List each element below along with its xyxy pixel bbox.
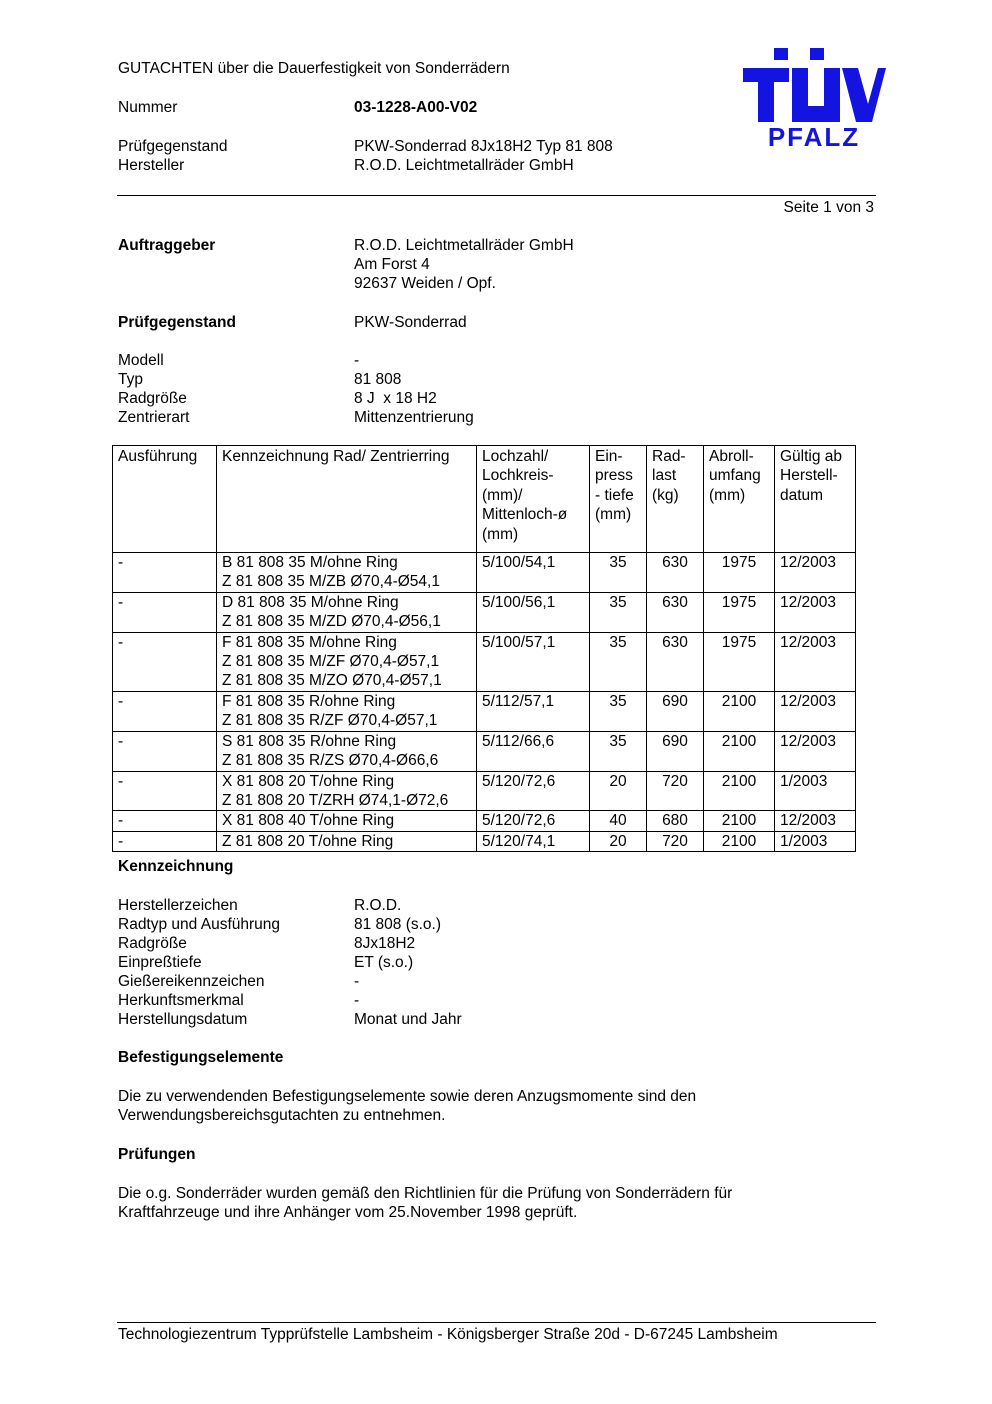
cell-gueltig-ab: 1/2003: [775, 771, 856, 811]
letter-t-stem: [758, 68, 774, 122]
document-title: GUTACHTEN über die Dauerfestigkeit von Sonderrädern: [118, 60, 510, 77]
wheel-spec-table: [112, 445, 856, 852]
kennzeichnung-line: B 81 808 35 M/ohne Ring: [222, 554, 398, 572]
cell-einpresstiefe: 35: [590, 632, 647, 691]
cell-lochzahl: 5/100/54,1: [477, 553, 590, 593]
herkunftsmerkmal-label: Herkunftsmerkmal: [118, 992, 244, 1009]
kennzeichnung-line: F 81 808 35 R/ohne Ring: [222, 692, 396, 710]
cell-gueltig-ab: 1/2003: [775, 831, 856, 851]
radgroesse-kennz-value: 8Jx18H2: [354, 935, 416, 952]
header-einpresstiefe: Ein- press - tiefe (mm): [590, 446, 647, 553]
cell-kennzeichnung: [217, 632, 477, 691]
pruefungen-heading: Prüfungen: [118, 1146, 196, 1163]
cell-radlast: 630: [647, 592, 704, 632]
cell-ausfuehrung: -: [113, 731, 217, 771]
pruefgegenstand-value: PKW-Sonderrad: [354, 314, 467, 331]
table-body: [113, 553, 856, 852]
herstellerzeichen-value: R.O.D.: [354, 897, 402, 914]
cell-abrollumfang: 2100: [704, 691, 775, 731]
nummer-value: 03-1228-A00-V02: [354, 99, 478, 116]
radgroesse-kennz-label: Radgröße: [118, 935, 187, 952]
cell-kennzeichnung: [217, 553, 477, 593]
cell-einpresstiefe: 35: [590, 553, 647, 593]
cell-einpresstiefe: 35: [590, 592, 647, 632]
cell-abrollumfang: 1975: [704, 632, 775, 691]
table-row: [113, 592, 856, 632]
cell-radlast: 630: [647, 553, 704, 593]
kennzeichnung-line: Z 81 808 35 M/ZF Ø70,4-Ø57,1: [222, 653, 440, 671]
logo-pfalz-text: PFALZ: [767, 122, 861, 152]
pruefgegenstand-label: Prüfgegenstand: [118, 314, 236, 331]
cell-abrollumfang: 1975: [704, 553, 775, 593]
radgroesse-value: 8 J x 18 H2: [354, 390, 437, 407]
tuv-letters: [743, 48, 886, 122]
cell-einpresstiefe: 20: [590, 831, 647, 851]
kennzeichnung-line: Z 81 808 35 M/ZO Ø70,4-Ø57,1: [222, 672, 442, 690]
letter-v: [842, 68, 886, 122]
cell-abrollumfang: 2100: [704, 811, 775, 831]
befestigung-heading: Befestigungselemente: [118, 1049, 284, 1066]
cell-lochzahl: 5/112/57,1: [477, 691, 590, 731]
cell-radlast: 690: [647, 691, 704, 731]
typ-value: 81 808: [354, 371, 402, 388]
pruefgegenstand-header-label: Prüfgegenstand: [118, 138, 228, 155]
herkunftsmerkmal-value: -: [354, 992, 360, 1009]
cell-lochzahl: 5/120/72,6: [477, 811, 590, 831]
befestigung-text-line-2: Verwendungsbereichsgutachten zu entnehmen.: [118, 1107, 446, 1124]
radgroesse-label: Radgröße: [118, 390, 187, 407]
cell-radlast: 680: [647, 811, 704, 831]
pruefungen-text-line-2: Kraftfahrzeuge und ihre Anhänger vom 25.November 1998 geprüft.: [118, 1204, 578, 1221]
cell-kennzeichnung: [217, 731, 477, 771]
cell-gueltig-ab: 12/2003: [775, 592, 856, 632]
cell-ausfuehrung: -: [113, 592, 217, 632]
cell-radlast: 690: [647, 731, 704, 771]
cell-lochzahl: 5/120/72,6: [477, 771, 590, 811]
auftraggeber-line-2: Am Forst 4: [354, 256, 430, 273]
cell-gueltig-ab: 12/2003: [775, 691, 856, 731]
table-row: [113, 731, 856, 771]
cell-lochzahl: 5/112/66,6: [477, 731, 590, 771]
letter-u: [792, 68, 840, 122]
cell-einpresstiefe: 40: [590, 811, 647, 831]
tuv-pfalz-logo: [740, 48, 888, 153]
cell-ausfuehrung: -: [113, 632, 217, 691]
herstellungsdatum-value: Monat und Jahr: [354, 1011, 462, 1028]
cell-gueltig-ab: 12/2003: [775, 632, 856, 691]
kennzeichnung-heading: Kennzeichnung: [118, 858, 234, 875]
kennzeichnung-line: Z 81 808 35 R/ZS Ø70,4-Ø66,6: [222, 752, 439, 770]
umlaut-dot-left: [774, 48, 788, 60]
cell-abrollumfang: 2100: [704, 731, 775, 771]
modell-label: Modell: [118, 352, 164, 369]
header-ausfuehrung: Ausführung: [113, 446, 217, 553]
kennzeichnung-line: Z 81 808 20 T/ZRH Ø74,1-Ø72,6: [222, 791, 449, 809]
radtyp-value: 81 808 (s.o.): [354, 916, 442, 933]
kennzeichnung-line: D 81 808 35 M/ohne Ring: [222, 593, 399, 611]
nummer-label: Nummer: [118, 99, 178, 116]
cell-lochzahl: 5/100/56,1: [477, 592, 590, 632]
cell-lochzahl: 5/100/57,1: [477, 632, 590, 691]
header-gueltig-ab: Gültig ab Herstell- datum: [775, 446, 856, 553]
hersteller-value: R.O.D. Leichtmetallräder GmbH: [354, 157, 574, 174]
radtyp-label: Radtyp und Ausführung: [118, 916, 281, 933]
cell-kennzeichnung: [217, 592, 477, 632]
cell-gueltig-ab: 12/2003: [775, 731, 856, 771]
header-radlast: Rad- last (kg): [647, 446, 704, 553]
modell-value: -: [354, 352, 360, 369]
cell-abrollumfang: 2100: [704, 831, 775, 851]
table-row: [113, 632, 856, 691]
giessereikennzeichen-value: -: [354, 973, 360, 990]
cell-abrollumfang: 1975: [704, 592, 775, 632]
herstellungsdatum-label: Herstellungsdatum: [118, 1011, 248, 1028]
kennzeichnung-line: S 81 808 35 R/ohne Ring: [222, 732, 397, 750]
cell-ausfuehrung: -: [113, 553, 217, 593]
header-abrollumfang: Abroll- umfang (mm): [704, 446, 775, 553]
typ-label: Typ: [118, 371, 143, 388]
page-indicator: Seite 1 von 3: [783, 199, 874, 216]
befestigung-text-line-1: Die zu verwendenden Befestigungselemente sowie deren Anzugsmomente sind den: [118, 1088, 697, 1105]
kennzeichnung-line: Z 81 808 35 R/ZF Ø70,4-Ø57,1: [222, 712, 438, 730]
cell-ausfuehrung: -: [113, 771, 217, 811]
cell-radlast: 720: [647, 771, 704, 811]
table-row: [113, 553, 856, 593]
cell-einpresstiefe: 35: [590, 691, 647, 731]
cell-ausfuehrung: -: [113, 691, 217, 731]
cell-kennzeichnung: [217, 771, 477, 811]
kennzeichnung-line: X 81 808 40 T/ohne Ring: [222, 812, 395, 830]
zentrierart-label: Zentrierart: [118, 409, 190, 426]
cell-einpresstiefe: 20: [590, 771, 647, 811]
footer-address: Technologiezentrum Typprüfstelle Lambsheim - Königsberger Straße 20d - D-67245 Lambsheim: [118, 1326, 778, 1343]
cell-einpresstiefe: 35: [590, 731, 647, 771]
cell-kennzeichnung: [217, 811, 477, 831]
header-kennzeichnung: Kennzeichnung Rad/ Zentrierring: [217, 446, 477, 553]
cell-lochzahl: 5/120/74,1: [477, 831, 590, 851]
hersteller-label: Hersteller: [118, 157, 185, 174]
cell-kennzeichnung: [217, 831, 477, 851]
cell-ausfuehrung: -: [113, 811, 217, 831]
cell-kennzeichnung: [217, 691, 477, 731]
umlaut-dot-right: [810, 48, 824, 60]
cell-gueltig-ab: 12/2003: [775, 553, 856, 593]
kennzeichnung-line: Z 81 808 20 T/ohne Ring: [222, 832, 394, 850]
table-row: [113, 771, 856, 811]
table-header-row: [113, 446, 856, 553]
zentrierart-value: Mittenzentrierung: [354, 409, 474, 426]
einpresstiefe-value: ET (s.o.): [354, 954, 414, 971]
cell-radlast: 630: [647, 632, 704, 691]
pruefungen-text-line-1: Die o.g. Sonderräder wurden gemäß den Richtlinien für die Prüfung von Sonderrädern für: [118, 1185, 733, 1202]
cell-abrollumfang: 2100: [704, 771, 775, 811]
kennzeichnung-line: Z 81 808 35 M/ZB Ø70,4-Ø54,1: [222, 573, 440, 591]
pruefgegenstand-header-value: PKW-Sonderrad 8Jx18H2 Typ 81 808: [354, 138, 613, 155]
header-divider: [117, 195, 876, 196]
header-lochzahl: Lochzahl/ Lochkreis- (mm)/ Mittenloch-ø (mm): [477, 446, 590, 553]
auftraggeber-line-3: 92637 Weiden / Opf.: [354, 275, 496, 292]
footer-divider: [117, 1322, 876, 1323]
table-row: [113, 691, 856, 731]
kennzeichnung-line: X 81 808 20 T/ohne Ring: [222, 772, 395, 790]
cell-ausfuehrung: -: [113, 831, 217, 851]
auftraggeber-label: Auftraggeber: [118, 237, 216, 254]
auftraggeber-line-1: R.O.D. Leichtmetallräder GmbH: [354, 237, 574, 254]
kennzeichnung-line: Z 81 808 35 M/ZD Ø70,4-Ø56,1: [222, 613, 441, 631]
table-row: [113, 831, 856, 851]
herstellerzeichen-label: Herstellerzeichen: [118, 897, 238, 914]
giessereikennzeichen-label: Gießereikennzeichen: [118, 973, 265, 990]
kennzeichnung-line: F 81 808 35 M/ohne Ring: [222, 633, 397, 651]
cell-radlast: 720: [647, 831, 704, 851]
einpresstiefe-label: Einpreßtiefe: [118, 954, 202, 971]
cell-gueltig-ab: 12/2003: [775, 811, 856, 831]
table-row: [113, 811, 856, 831]
